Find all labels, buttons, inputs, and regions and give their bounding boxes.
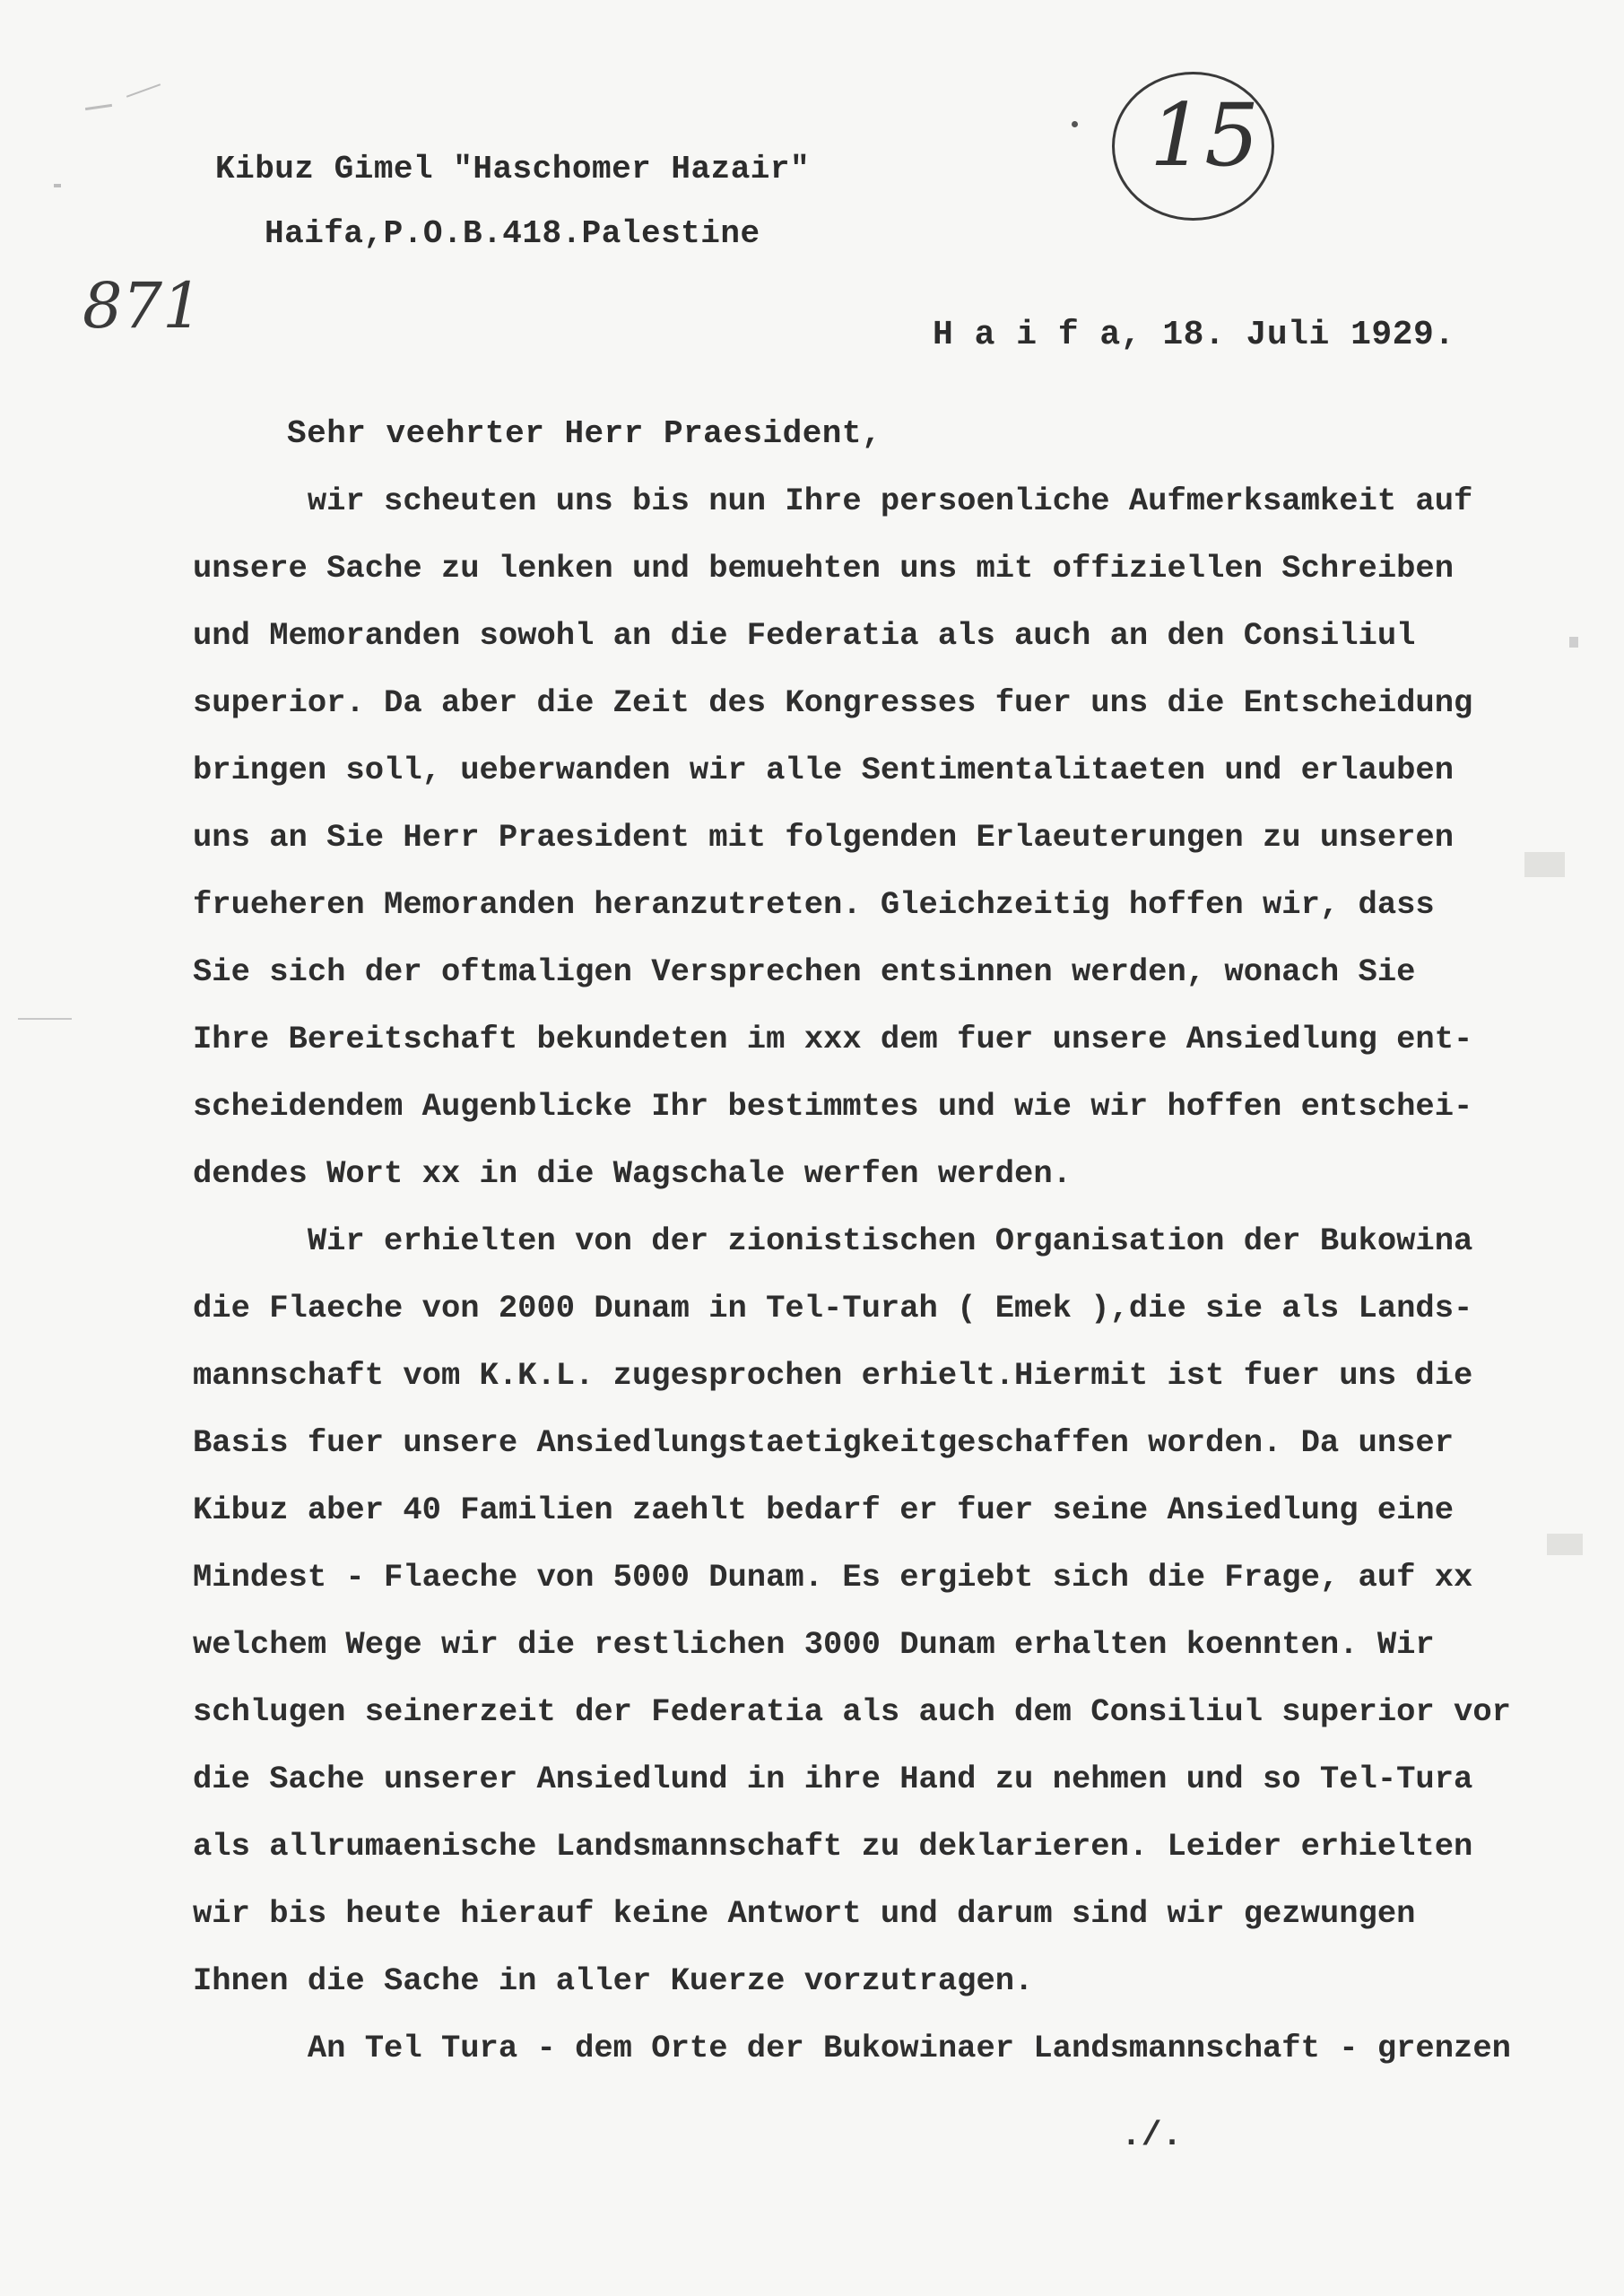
body-line: unsere Sache zu lenken und bemuehten uns mit offiziellen Schreiben — [193, 550, 1455, 587]
scan-speck — [1569, 637, 1578, 648]
circled-page-number-text: 15 — [1150, 85, 1260, 186]
letterhead-line-1: Kibuz Gimel "Haschomer Hazair" — [215, 151, 811, 187]
body-line: Ihre Bereitschaft bekundeten im xxx dem fuer unsere Ansiedlung ent- — [193, 1021, 1473, 1057]
body-line: die Flaeche von 2000 Dunam in Tel-Turah ( Emek ),die sie als Lands- — [193, 1290, 1473, 1326]
body-line: An Tel Tura - dem Orte der Bukowinaer Landsmannschaft - grenzen — [193, 2030, 1511, 2066]
paper-edge-tab — [1524, 852, 1565, 877]
paper-edge-tab — [1547, 1534, 1583, 1555]
body-line: bringen soll, ueberwanden wir alle Sentimentalitaeten und erlauben — [193, 752, 1455, 788]
body-line: superior. Da aber die Zeit des Kongresses fuer uns die Entscheidung — [193, 684, 1473, 721]
body-line: frueheren Memoranden heranzutreten. Gleichzeitig hoffen wir, dass — [193, 886, 1435, 923]
scan-speck — [126, 83, 161, 98]
body-line: Wir erhielten von der zionistischen Organisation der Bukowina — [193, 1222, 1473, 1259]
body-line: Basis fuer unsere Ansiedlungstaetigkeitgeschaffen worden. Da unser — [193, 1424, 1455, 1461]
salutation: Sehr veehrter Herr Praesident, — [287, 415, 882, 452]
scan-speck — [85, 104, 112, 110]
body-line: als allrumaenische Landsmannschaft zu deklarieren. Leider erhielten — [193, 1828, 1473, 1865]
scan-speck — [54, 184, 61, 187]
continuation-mark: ./. — [1121, 2117, 1183, 2155]
letterhead-line-2: Haifa,P.O.B.418.Palestine — [265, 215, 760, 252]
body-line: Kibuz aber 40 Familien zaehlt bedarf er fuer seine Ansiedlung eine — [193, 1492, 1455, 1528]
body-line: scheidendem Augenblicke Ihr bestimmtes und wie wir hoffen entschei- — [193, 1088, 1473, 1125]
scan-speck — [1072, 121, 1078, 127]
body-line: welchem Wege wir die restlichen 3000 Dunam erhalten koennten. Wir — [193, 1626, 1435, 1663]
body-line: schlugen seinerzeit der Federatia als auch dem Consiliul superior vor — [193, 1693, 1511, 1730]
body-line: mannschaft vom K.K.L. zugesprochen erhielt.Hiermit ist fuer uns die — [193, 1357, 1473, 1394]
body-line: die Sache unserer Ansiedlund in ihre Hand zu nehmen und so Tel-Tura — [193, 1761, 1473, 1797]
body-line: dendes Wort xx in die Wagschale werfen werden. — [193, 1155, 1072, 1192]
archive-number: 871 — [83, 269, 203, 343]
body-line: wir scheuten uns bis nun Ihre persoenliche Aufmerksamkeit auf — [193, 483, 1473, 519]
scan-speck — [18, 1018, 72, 1020]
body-line: Ihnen die Sache in aller Kuerze vorzutragen. — [193, 1962, 1034, 1999]
body-line: wir bis heute hierauf keine Antwort und darum sind wir gezwungen — [193, 1895, 1416, 1932]
body-line: und Memoranden sowohl an die Federatia als auch an den Consiliul — [193, 617, 1416, 654]
body-line: Mindest - Flaeche von 5000 Dunam. Es ergiebt sich die Frage, auf xx — [193, 1559, 1473, 1596]
body-line: uns an Sie Herr Praesident mit folgenden Erlaeuterungen zu unseren — [193, 819, 1455, 856]
body-line: Sie sich der oftmaligen Versprechen entsinnen werden, wonach Sie — [193, 953, 1416, 990]
date-line: H a i f a, 18. Juli 1929. — [933, 316, 1455, 354]
